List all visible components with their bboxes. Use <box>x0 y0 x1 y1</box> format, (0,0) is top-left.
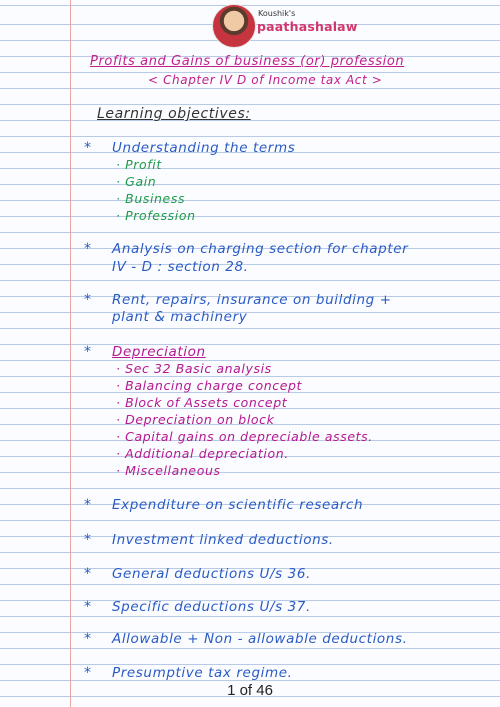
objective-rent-line1: Rent, repairs, insurance on building + <box>112 292 392 308</box>
bullet-star-icon: * <box>84 497 91 513</box>
objective-specific: Specific deductions U/s 37. <box>112 599 311 615</box>
bullet-star-icon: * <box>84 140 91 156</box>
logo-owner-text: Koushik's <box>258 9 296 18</box>
term-item-gain: · Gain <box>116 174 157 189</box>
depreciation-item: · Balancing charge concept <box>116 378 303 393</box>
depreciation-item: · Capital gains on depreciable assets. <box>116 429 373 444</box>
depreciation-item: · Block of Assets concept <box>116 395 288 410</box>
bullet-star-icon: * <box>84 665 91 681</box>
objective-investment: Investment linked deductions. <box>112 532 334 548</box>
objective-allowable: Allowable + Non - allowable deductions. <box>112 631 408 647</box>
objective-depreciation: Depreciation <box>112 344 206 360</box>
brand-logo <box>212 4 358 48</box>
objective-general: General deductions U/s 36. <box>112 566 311 582</box>
depreciation-item: · Miscellaneous <box>116 463 221 478</box>
term-item-business: · Business <box>116 191 186 206</box>
depreciation-item: · Depreciation on block <box>116 412 275 427</box>
objective-terms: Understanding the terms <box>112 140 296 156</box>
bullet-star-icon: * <box>84 241 91 257</box>
page-indicator: 1 of 46 <box>227 682 273 699</box>
objective-presumptive: Presumptive tax regime. <box>112 665 293 681</box>
bullet-star-icon: * <box>84 599 91 615</box>
section-heading: Learning objectives: <box>97 106 251 122</box>
bullet-star-icon: * <box>84 344 91 360</box>
objective-research: Expenditure on scientific research <box>112 497 364 513</box>
term-item-profit: · Profit <box>116 157 162 172</box>
bullet-star-icon: * <box>84 566 91 582</box>
depreciation-item: · Sec 32 Basic analysis <box>116 361 272 376</box>
logo-brand-text: paathashalaw <box>257 19 358 34</box>
term-item-profession: · Profession <box>116 208 196 223</box>
page-title: Profits and Gains of business (or) profession <box>90 54 405 69</box>
depreciation-item: · Additional depreciation. <box>116 446 289 461</box>
bullet-star-icon: * <box>84 532 91 548</box>
page-subtitle: < Chapter IV D of Income tax Act > <box>148 73 383 87</box>
bullet-star-icon: * <box>84 631 91 647</box>
objective-charging-line2: IV - D : section 28. <box>112 259 249 275</box>
avatar <box>212 4 256 48</box>
bullet-star-icon: * <box>84 292 91 308</box>
objective-rent-line2: plant & machinery <box>112 309 248 325</box>
objective-charging-line1: Analysis on charging section for chapter <box>112 241 409 257</box>
